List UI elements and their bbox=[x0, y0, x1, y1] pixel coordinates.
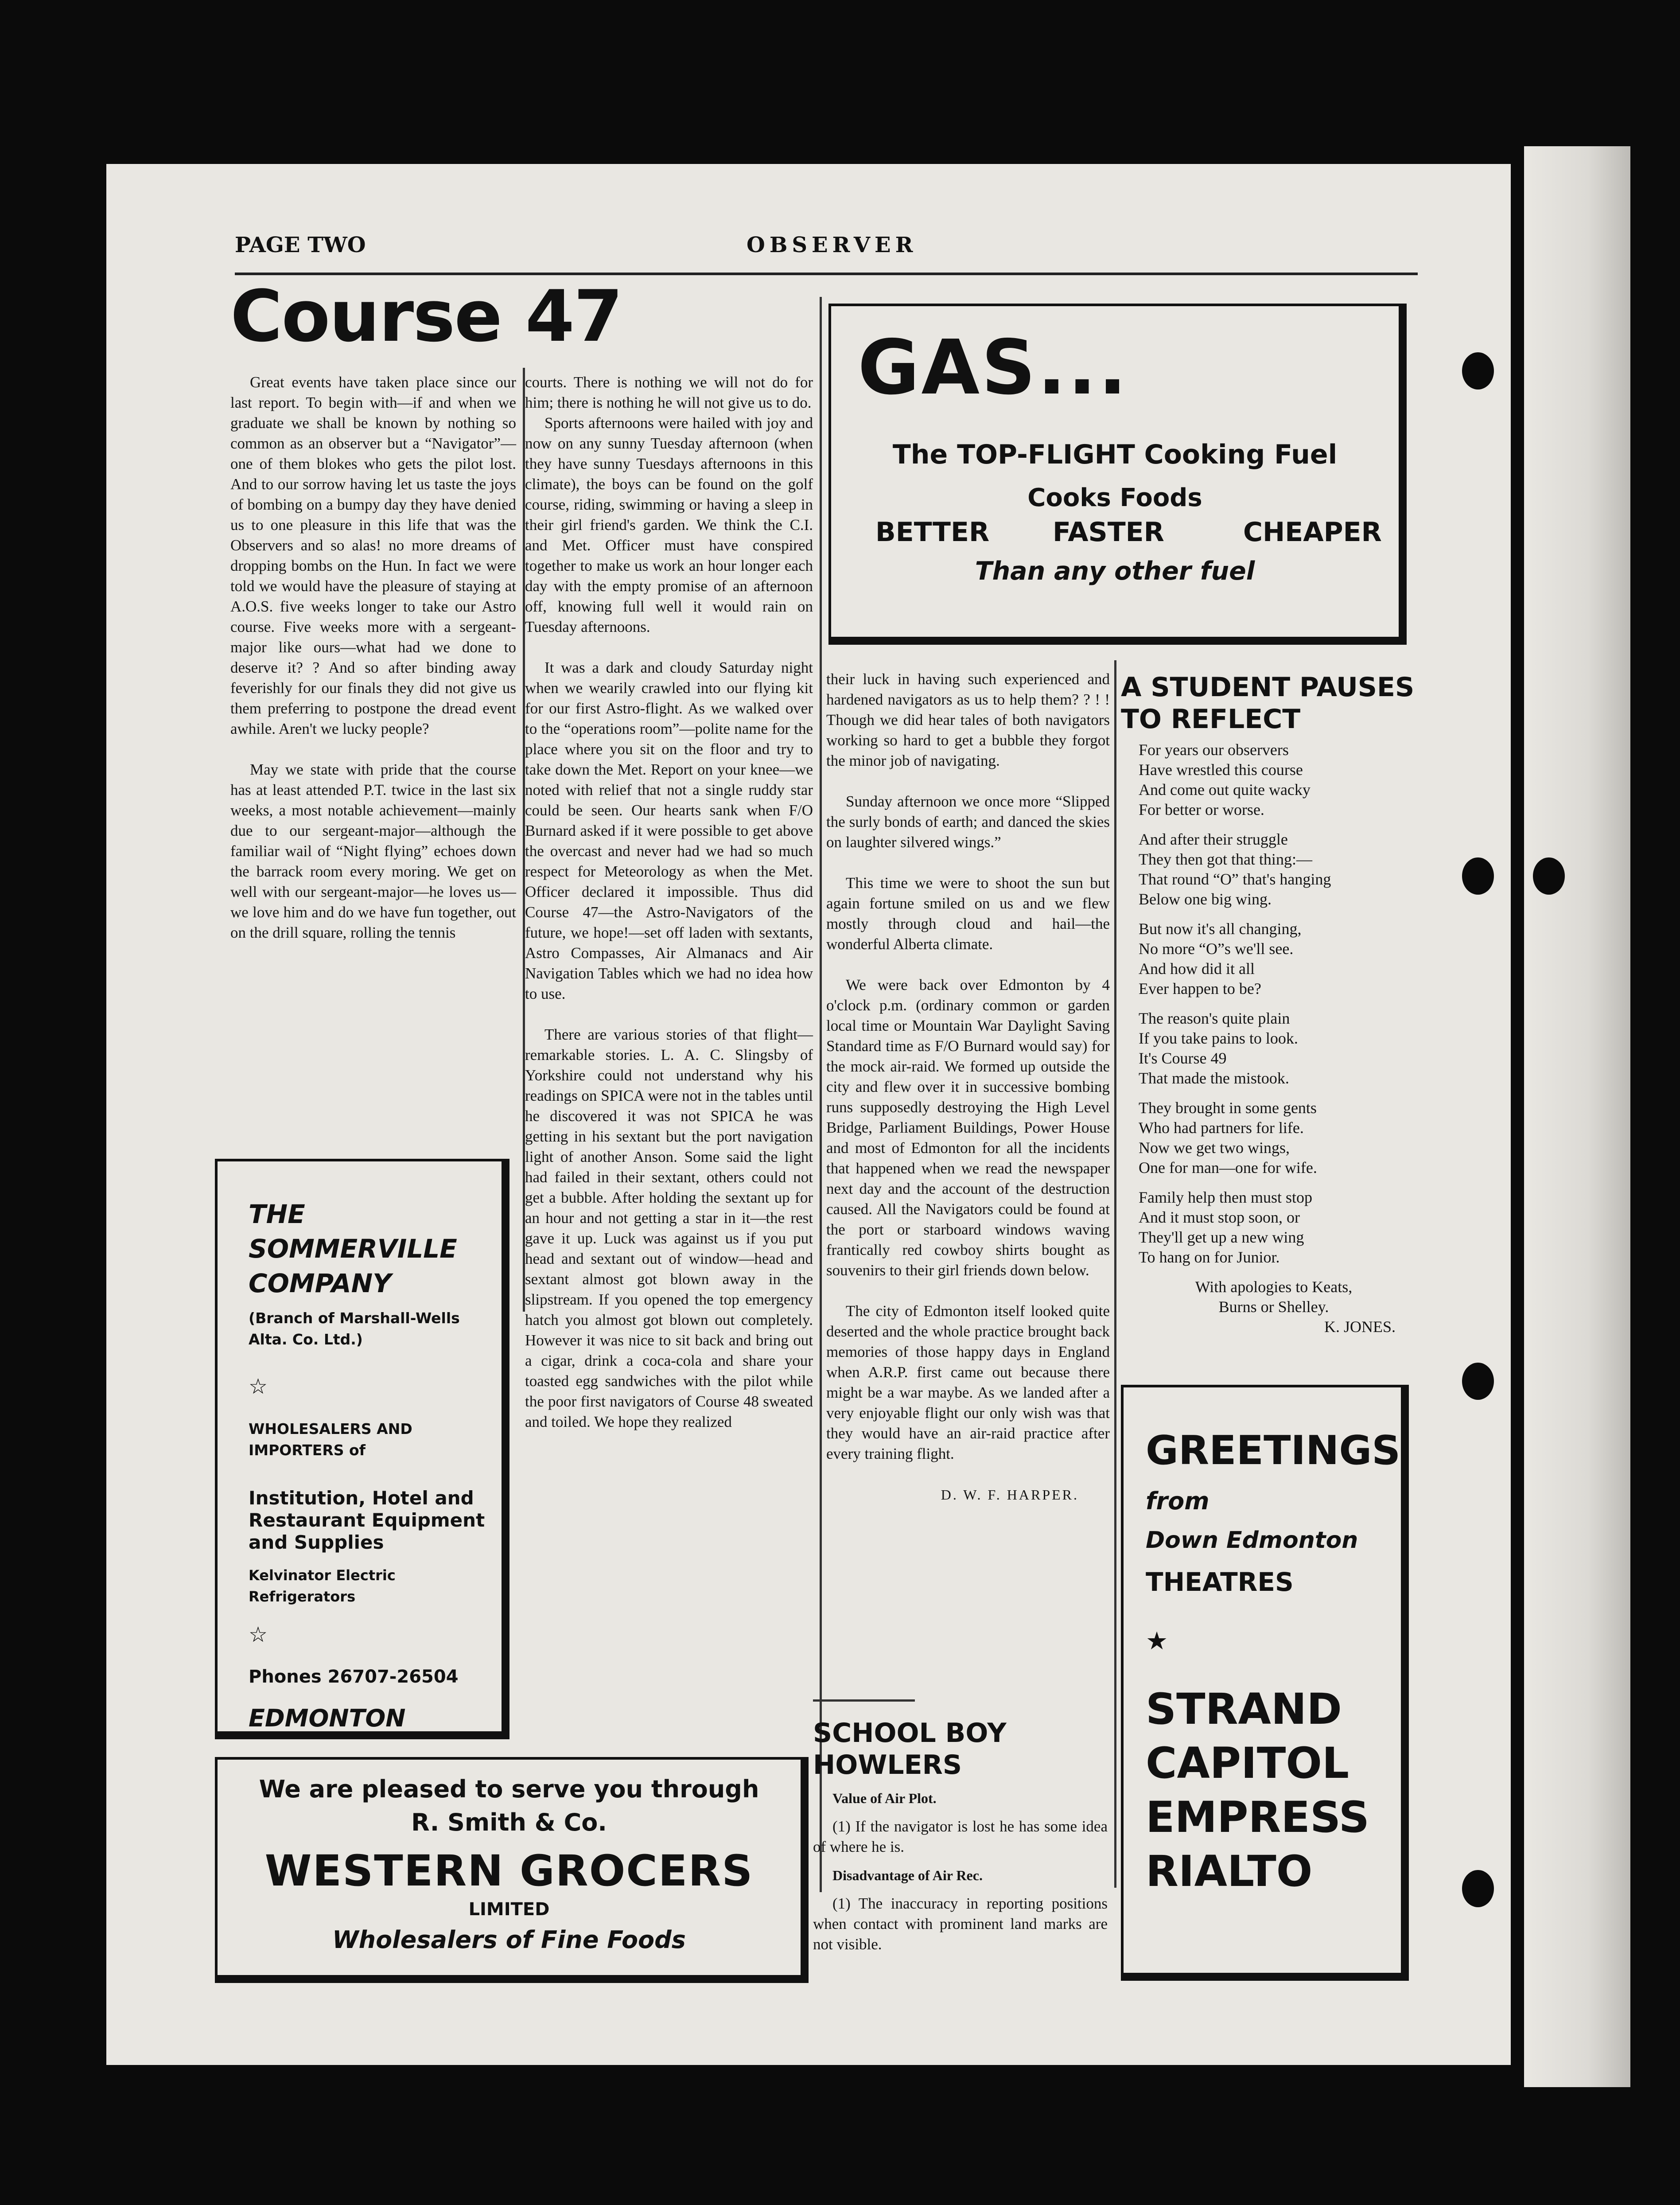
paragraph: May we state with pride that the course has at least attended P.T. twice in the last six weeks, a most notable achievement—mainly due to our sergeant-major—although the familiar wail of “Night flying” echoes down the barrack room every moring. We get on well with our sergeant-major—he loves us—we love him and do we have fun together, out on the drill square, rolling the tennis bbox=[230, 761, 516, 941]
poem-stanza: And after their struggle They then got that thing:— That round “O” that's hanging Below one big wing. bbox=[1139, 830, 1331, 908]
binder-hole bbox=[1462, 352, 1494, 390]
grocers-tagline: Wholesalers of Fine Foods bbox=[332, 1926, 686, 1954]
theatre-name: STRAND bbox=[1146, 1684, 1342, 1734]
paragraph: It was a dark and cloudy Saturday night when we wearily crawled into our flying kit for our first Astro-flight. As we walked over to the “operations room”—polite name for the place where you sit on the floor and try to take down the Met. Report on your knee—we noted with relief that not a single ruddy star could be seen. Our hearts sank when F/O Burnard asked if it were possible to get above the overcast and never had we had so much respect for Meteorology as when the Met. Officer declared it impossible. Thus did Course 47—the Astro-Navigators of the future, we hope!—set off laden with sextants, Astro Compasses, Air Almanacs and Air Navigation Tables which we had no idea how to use. bbox=[525, 659, 813, 1002]
greetings-heading: GREETINGS bbox=[1146, 1427, 1401, 1474]
howler-question: Disadvantage of Air Rec. bbox=[832, 1867, 983, 1883]
column-divider bbox=[1114, 660, 1116, 1888]
newspaper-page bbox=[106, 164, 1511, 2065]
scan-margin-strip bbox=[1524, 146, 1630, 2087]
paragraph: Sunday afternoon we once more “Slipped the surly bonds of earth; and danced the skies on laughter silvered wings.” bbox=[826, 793, 1110, 851]
grocers-line: R. Smith & Co. bbox=[411, 1808, 607, 1836]
page-number: PAGE TWO bbox=[235, 233, 366, 257]
poem-stanza: For years our observers Have wrestled this course And come out quite wacky For better or worse. bbox=[1139, 741, 1311, 818]
paragraph: Great events have taken place since our last report. To begin with—if and when we graduate we shall be known by nothing so common as an observer but a “Navigator”—one of them blokes who gets the pilot lost. And to our sorrow having let us taste the joys of bombing on a bumpy day they have denied us to one pleasure in this life that was the Observers and so alas! no more dreams of dropping bombs on the Hun. In fact we were told we would have the pleasure of staying at A.O.S. five weeks longer to take our Astro course. Five weeks more with a sergeant-major like ours—what had we done to deserve it? ? And so after binding away feverishly for our finals they did not give us them preferring to postpone the dread event awhile. Aren't we lucky people? bbox=[230, 374, 516, 737]
masthead: OBSERVER bbox=[747, 233, 918, 257]
grocers-line: We are pleased to serve you through bbox=[259, 1775, 759, 1803]
article-column-1 bbox=[230, 372, 516, 943]
poem-stanza: They brought in some gents Who had partners for life. Now we get two wings, One for man—one for wife. bbox=[1139, 1099, 1317, 1177]
poem-title-line: TO REFLECT bbox=[1121, 704, 1301, 735]
article-signature: D. W. F. HARPER. bbox=[941, 1487, 1079, 1503]
paragraph: This time we were to shoot the sun but again fortune smiled on us and we flew mostly through cloud and hail—the wonderful Alberta climate. bbox=[826, 874, 1110, 953]
gas-ad-line: The TOP-FLIGHT Cooking Fuel bbox=[892, 439, 1338, 470]
company-name-line: SOMMERVILLE bbox=[249, 1234, 457, 1264]
gas-ad-tagline: Than any other fuel bbox=[975, 557, 1255, 586]
poem-author: K. JONES. bbox=[1324, 1318, 1396, 1336]
binder-hole bbox=[1462, 1363, 1494, 1400]
poem-apology: With apologies to Keats, Burns or Shelley. bbox=[1195, 1278, 1353, 1316]
gas-ad-word: FASTER bbox=[1053, 517, 1164, 548]
howler-question: Value of Air Plot. bbox=[832, 1790, 937, 1806]
kelvinator-line: Kelvinator Electric Refrigerators bbox=[249, 1567, 396, 1605]
howlers-title bbox=[813, 1717, 1007, 1781]
wholesalers-line: WHOLESALERS AND IMPORTERS of bbox=[249, 1420, 412, 1459]
theatre-name: CAPITOL bbox=[1146, 1738, 1349, 1788]
paragraph: Sports afternoons were hailed with joy and now on any sunny Tuesday afternoon (when they have sunny Tuesdays afternoons in this climate), the boys can be found on the golf course, riding, swimming or having a sleep in their girl friend's garden. We think the C.I. and Met. Officer must have conspired together to make us work an hour longer each day with the empty promise of an afternoon off, knowing full well it would rain on Tuesday afternoons. bbox=[525, 414, 813, 635]
greetings-line: from bbox=[1146, 1487, 1209, 1515]
paragraph: The city of Edmonton itself looked quite deserted and the whole practice brought back memories of those happy days in England when A.R.P. first came out because there might be a war maybe. As we landed after a very enjoyable flight our only wish was that they would have an air-raid practice after every training flight. bbox=[826, 1302, 1110, 1462]
gas-ad-word: BETTER bbox=[875, 517, 990, 548]
sommerville-advertisement bbox=[215, 1159, 509, 1739]
branch-note: (Branch of Marshall-Wells Alta. Co. Ltd.) bbox=[249, 1309, 460, 1348]
greetings-line: Down Edmonton bbox=[1146, 1527, 1358, 1554]
article-column-3 bbox=[826, 669, 1110, 1505]
equipment-line: Institution, Hotel and Restaurant Equipment and Supplies bbox=[249, 1487, 485, 1553]
howler-answer: (1) The inaccuracy in reporting positions when contact with prominent land marks are not visible. bbox=[813, 1895, 1108, 1953]
company-name bbox=[249, 1197, 457, 1301]
grocers-name: WESTERN GROCERS bbox=[264, 1846, 754, 1896]
howlers-body bbox=[813, 1788, 1108, 1955]
paragraph: courts. There is nothing we will not do for him; there is nothing he will not give us to do. bbox=[525, 374, 813, 411]
article-column-2 bbox=[525, 372, 813, 1432]
theatre-list bbox=[1146, 1682, 1369, 1898]
gas-ad-title: GAS... bbox=[858, 324, 1129, 412]
poem-body bbox=[1139, 740, 1409, 1347]
gas-ad-line: Cooks Foods bbox=[1027, 483, 1202, 512]
greetings-line: THEATRES bbox=[1146, 1567, 1294, 1597]
star-icon: ☆ bbox=[249, 1623, 268, 1647]
theatre-name: RIALTO bbox=[1146, 1847, 1313, 1896]
binder-hole bbox=[1462, 857, 1494, 895]
city-name: EDMONTON bbox=[249, 1704, 406, 1732]
star-icon: ★ bbox=[1146, 1628, 1168, 1655]
theatres-advertisement bbox=[1121, 1385, 1409, 1981]
section-divider bbox=[813, 1699, 915, 1702]
phone-numbers: Phones 26707-26504 bbox=[249, 1667, 459, 1687]
gas-advertisement bbox=[828, 304, 1407, 645]
howlers-title-line: HOWLERS bbox=[813, 1749, 962, 1780]
poem-stanza: The reason's quite plain If you take pains to look. It's Course 49 That made the mistook. bbox=[1139, 1009, 1298, 1087]
howler-answer: (1) If the navigator is lost he has some idea of where he is. bbox=[813, 1818, 1108, 1855]
poem-stanza: But now it's all changing, No more “O”s we'll see. And how did it all Ever happen to be? bbox=[1139, 920, 1302, 997]
western-grocers-advertisement bbox=[215, 1757, 809, 1983]
company-name-line: COMPANY bbox=[249, 1268, 392, 1298]
gas-ad-word: CHEAPER bbox=[1243, 517, 1382, 548]
paragraph: There are various stories of that flight—remarkable stories. L. A. C. Slingsby of Yorkshire could not understand why his readings on SPICA were not in the tables until he discovered it was not SPICA he was getting in his sextant but the port navigation light of another Anson. Some said the light had failed in their sextant, others could not get a bubble. After holding the sextant up for an hour and not getting a star in it—the rest gave it up. Luck was against us if you put head and sextant out of window—head and sextant almost got blown away in the slipstream. If you opened the top emergency hatch you almost got blown out completely. However it was nice to sit back and bring out a cigar, drink a coca-cola and share your toasted egg sandwiches with the pilot while the poor first navigators of Course 48 sweated and toiled. We hope they realized bbox=[525, 1026, 813, 1430]
poem-title bbox=[1121, 671, 1414, 735]
binder-hole bbox=[1462, 1870, 1494, 1907]
grocers-limited: LIMITED bbox=[468, 1899, 550, 1920]
theatre-name: EMPRESS bbox=[1146, 1792, 1369, 1842]
paragraph: We were back over Edmonton by 4 o'clock p.m. (ordinary common or garden local time or Mountain War Daylight Saving Standard time as F/O Burnard would say) for the mock air-raid. We formed up outside the city and flew over it in successive bombing runs supposedly destroying the High Level Bridge, Parliament Buildings, Power House and most of Edmonton for all the incidents that happened when we read the newspaper next day and the account of the destruction caused. All the Navigators could be found at the port or starboard windows waving frantically red cowboy shirts bought as souvenirs to their girl friends down below. bbox=[826, 976, 1110, 1279]
company-name-line: THE bbox=[249, 1199, 305, 1229]
poem-stanza: Family help then must stop And it must stop soon, or They'll get up a new wing To hang on for Junior. bbox=[1139, 1188, 1312, 1266]
article-title: Course 47 bbox=[230, 275, 622, 358]
column-divider bbox=[820, 297, 822, 1892]
paragraph: their luck in having such experienced and hardened navigators as us to help them? ? ! ! Though we did hear tales of both navigators working so hard to get a bubble they forgot the minor job of navigating. bbox=[826, 670, 1110, 769]
poem-title-line: A STUDENT PAUSES bbox=[1121, 672, 1415, 703]
star-icon: ☆ bbox=[249, 1375, 268, 1399]
binder-hole bbox=[1533, 857, 1565, 895]
howlers-title-line: SCHOOL BOY bbox=[813, 1718, 1007, 1749]
